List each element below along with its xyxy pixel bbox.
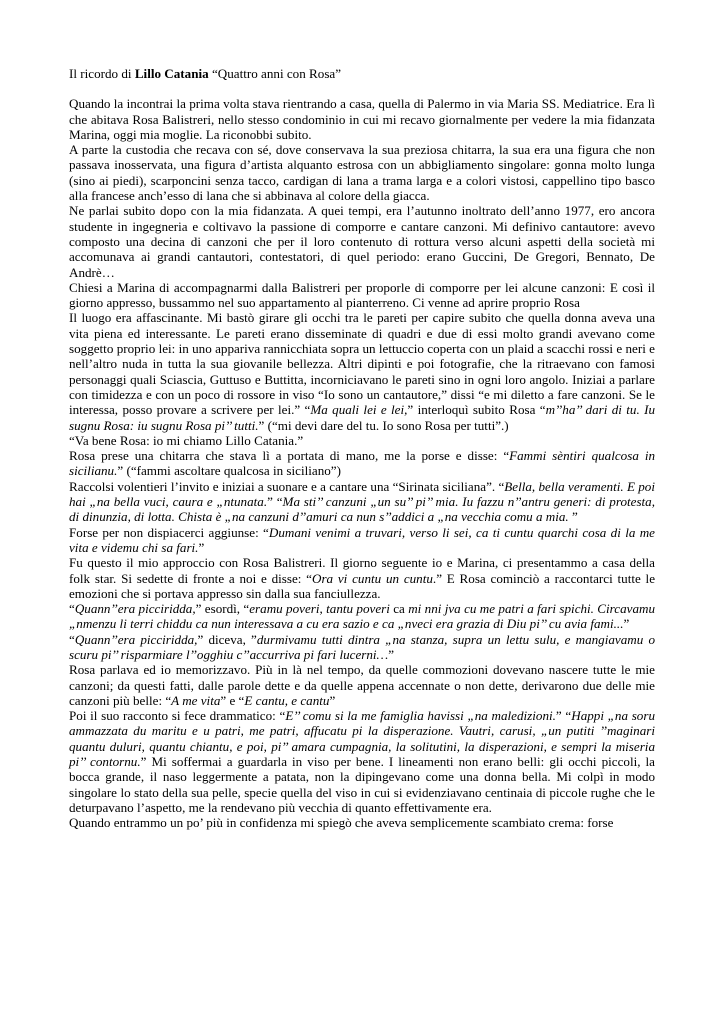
italic-run: Ora vi cuntu un cuntu: [312, 570, 433, 586]
italic-run: Quann’’era picciridda,: [74, 601, 196, 617]
text-run: ” e “: [220, 692, 245, 708]
text-run: ”: [329, 692, 336, 708]
paragraph: [69, 280, 655, 311]
paragraph: [69, 203, 655, 279]
document-title: [69, 66, 655, 81]
text-run: ” “: [555, 708, 572, 724]
text-run: Il luogo era affascinante. Mi bastò girare gli occhi tra le pareti per capire subito che quella donna aveva una vita piena ed interessante. Le pareti erano disseminate di quadri e due di essi molto grandi avevano come soggetto proprio lei: in uno appariva rannicchiata sopra un lettuccio coperta con un plaid a scacchi rossi e neri e nell’altro nuda in tutta la sua giovanile bellezza. Altri dipinti e poi fotografie, che la ritraevano con famosi personaggi quali Sciascia, Guttuso e Buttitta, incorniciavano le pareti sino in ogni loro angolo. Iniziai a parlare con timidezza e con un poco di rossore in viso “Io sono un cantautore,” dissi “e mi diletto a fare canzoni. Se le interessa, posso provare a scrivere per lei.” “: [69, 310, 655, 418]
paragraph: [69, 525, 655, 556]
paragraph: [69, 662, 655, 708]
text-run: ” diceva, ”: [197, 631, 257, 647]
text-run: ”: [623, 616, 630, 632]
text-run: Forse per non dispiacerci aggiunse: “: [69, 524, 269, 540]
text-run: ” Mi soffermai a guardarla in viso per bene. I lineamenti non erano belli: gli occhi piccoli, la bocca grande, il naso leggermente a patata, non la dipingevano come una donna bella. Mi colpì in modo singolare lo stato della sua pelle, specie quella del viso in cui si evidenziavano centinaia di piccole rughe che le deturpavano l’aspetto, me la rendevano più vecchia di quanto effettivamente era.: [69, 754, 655, 815]
italic-run: E’’ comu si la me famiglia havissi „na maledizioni.: [285, 708, 556, 724]
italic-run: E cantu, e cantu: [244, 692, 330, 708]
text-run: A parte la custodia che recava con sé, dove conservava la sua preziosa chitarra, la sua era una figura che non passava inosservata, una figura d’artista alquanto estrosa con un abbigliamento singolare: gonna molto lunga (sino ai piedi), scarponcini senza tacco, cardigan di lana a trama larga e a colori vistosi, cappellino tipo basco alla francese anch’esso di lana che si abbinava al colore della giacca.: [69, 142, 655, 204]
text-run: Fu questo il mio approccio con Rosa Balistreri. Il giorno seguente io e Marina, ci presentammo a casa della folk star. Si sedette di fronte a noi e disse: “: [69, 555, 655, 586]
italic-run: Ma quali lei e lei,: [310, 402, 408, 418]
italic-run: eramu poveri, tantu poveri: [249, 601, 390, 617]
text-run: Quando entrammo un po’ più in confidenza mi spiegò che aveva semplicemente scambiato crema: forse: [69, 815, 614, 831]
document-body: [69, 96, 655, 830]
text-run: Rosa prese una chitarra che stava lì a portata di mano, me la porse e disse: “: [69, 448, 510, 464]
text-run: ” esordì, “: [195, 601, 250, 617]
text-run: Raccolsi volentieri l’invito e iniziai a suonare e a cantare una “Sirinata siciliana”. “: [69, 478, 505, 494]
italic-run: m’’ha’’ dari di tu. Iu sugnu Rosa: iu sugnu Rosa pi’’ tutti.: [69, 402, 655, 433]
italic-run: Bella, bella veramenti. E poi hai „na bella vuci, caura e „ntunata.: [69, 478, 655, 510]
italic-run: mi nni jva cu me patri a fari spichi. Circavamu „nmenzu li terri chiddu ca nun interessava a cu era sazio e ca „nveci era grazia di Diu pi’’ cu avia fami...: [69, 601, 656, 632]
paragraph: [69, 96, 655, 142]
text-run: “: [69, 631, 75, 647]
paragraph: [69, 448, 655, 479]
italic-run: Dumani venimi a truvari, verso li sei, ca ti cuntu quarchi cosa di la me vita e videmu chi sa fari.: [69, 524, 655, 555]
text-run: ” (“fammi ascoltare qualcosa in siciliano”): [117, 463, 341, 479]
italic-run: Happi „na soru ammazzata du maritu e u patri, me patri, affucatu pi la disperazione. Vautri, carusi, „un putiti ’’maginari quantu duluri, quantu chiantu, e poi, pi’’ amara cumpagnia, la solitutini, la disperazioni, e sempri la miseria pi’’ contornu.: [69, 708, 655, 770]
text-run: Chiesi a Marina di accompagnarmi dalla Balistreri per proporle di comporre per lei alcune canzoni: E così il giorno appresso, bussammo nel suo appartamento al pianterreno. Ci venne ad aprire proprio Rosa: [69, 279, 655, 311]
text-run: ”: [198, 539, 205, 555]
title-suffix: “Quattro anni con Rosa”: [208, 66, 342, 81]
text-run: ” “: [267, 494, 283, 510]
paragraph: [69, 433, 655, 448]
text-run: ”: [568, 509, 578, 525]
paragraph: [69, 142, 655, 203]
paragraph: [69, 479, 655, 525]
author-name: Lillo Catania: [134, 66, 209, 81]
paragraph: [69, 632, 655, 663]
text-run: Rosa parlava ed io memorizzavo. Più in là nel tempo, da quelle commozioni dovevano nascere tutte le mie canzoni; da questi fatti, dalle parole dette e da quelle appena accennate o non dette, derivarono due delle mie canzoni più belle: “: [69, 662, 655, 708]
text-run: ” interloquì subito Rosa “: [407, 402, 546, 418]
text-run: Poi il suo racconto si fece drammatico: “: [69, 708, 286, 724]
text-run: ”: [388, 646, 395, 662]
text-run: .” E Rosa cominciò a raccontarci tutte le emozioni che si portava appresso sin dalla sua fanciullezza.: [69, 570, 656, 601]
text-run: ” (“mi devi dare del tu. Io sono Rosa per tutti”.): [258, 417, 509, 433]
text-run: Quando la incontrai la prima volta stava rientrando a casa, quella di Palermo in via Maria SS. Mediatrice. Era lì che abitava Rosa Balistreri, nello stesso condominio in cui mi recavo giornalmente per vedere la mia fidanzata Marina, oggi mia moglie. La riconobbi subito.: [69, 96, 655, 142]
paragraph: [69, 708, 655, 815]
italic-run: Quann’’era picciridda,: [74, 631, 198, 647]
text-run: “: [69, 601, 75, 617]
italic-run: durmivamu tutti dintra „na stanza, supra un lettu sulu, e mangiavamu o scuru pi’’ risparmiare l’’ogghiu c’’accurriva pi fari lucerni…: [69, 631, 655, 662]
italic-run: A me vita: [171, 692, 221, 708]
title-prefix: Il ricordo di: [69, 66, 135, 81]
text-run: Ne parlai subito dopo con la mia fidanzata. A quei tempi, era l’autunno inoltrato dell’anno 1977, ero ancora studente in ingegneria e coltivavo la passione di comporre e cantare canzoni. Mi definivo cantautore: avevo composto una decina di canzoni che per il loro contenuto di rottura verso alcuni aspetti della società mi accomunava ai grandi cantautori, contestatori, di quel periodo: erano Guccini, De Gregori, Bennato, De Andrè…: [69, 203, 655, 280]
text-run: “Va bene Rosa: io mi chiamo Lillo Catania.”: [69, 432, 304, 448]
text-run: ca: [389, 601, 409, 617]
paragraph: [69, 601, 655, 632]
paragraph: [69, 555, 655, 601]
italic-run: Fammi sèntiri qualcosa in sicilianu.: [69, 448, 655, 479]
paragraph: [69, 815, 655, 830]
paragraph: [69, 310, 655, 432]
italic-run: Ma sti’’ canzuni „un su’’ pi’’ mia. Iu fazzu n’’antru generi: di protesta, di dinunzia, di lotta. Chista è „na canzuni d’’amuri ca nun s’’addici a „na vecchia comu a mia.: [69, 494, 656, 525]
